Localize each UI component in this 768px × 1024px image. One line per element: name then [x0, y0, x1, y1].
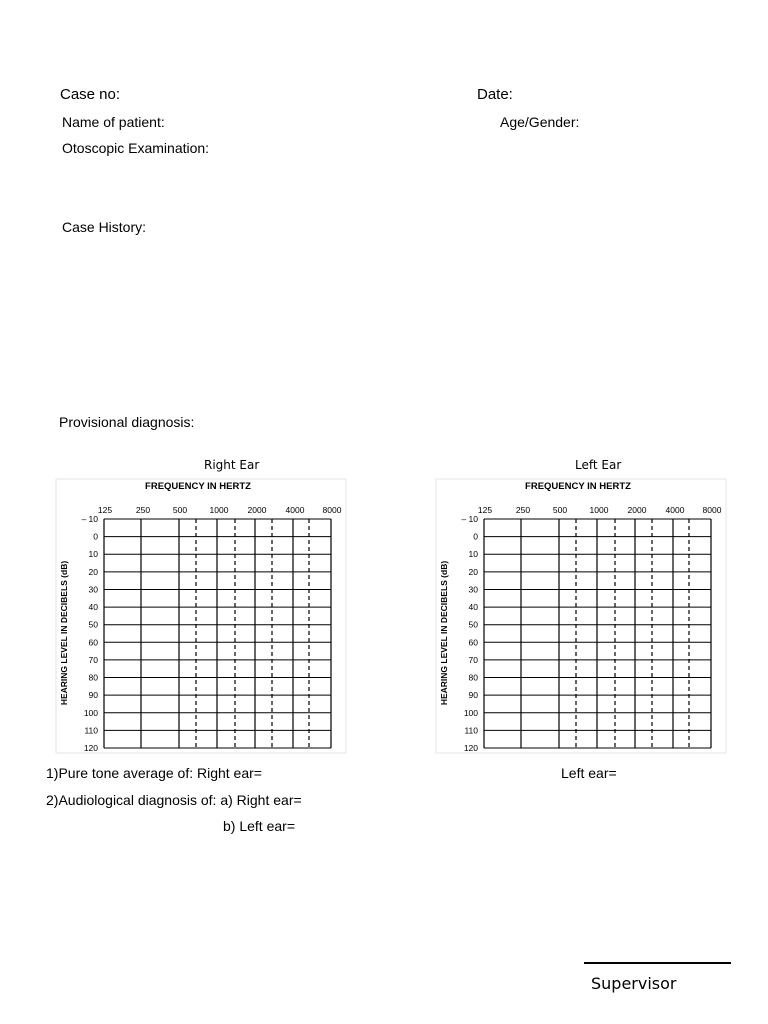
- frequency-tick-label: 250: [135, 505, 151, 515]
- frequency-tick-label: 2000: [247, 505, 267, 515]
- frequency-tick-label: 4000: [665, 505, 685, 515]
- level-tick-label: 80: [468, 672, 478, 683]
- case-history-label: Case History:: [62, 219, 147, 235]
- level-tick-label: 110: [84, 725, 98, 736]
- level-tick-label: 40: [468, 602, 478, 613]
- frequency-tick-label: 500: [552, 505, 568, 515]
- case-no-label: Case no:: [60, 86, 121, 103]
- level-tick-label: – 10: [81, 514, 98, 524]
- level-tick-label: 10: [468, 549, 478, 560]
- hearing-level-axis-title: HEARING LEVEL IN DECIBELS (dB): [59, 560, 69, 706]
- level-tick-label: 20: [88, 566, 98, 577]
- frequency-tick-label: 4000: [285, 505, 305, 515]
- right-ear-title: Right Ear: [204, 458, 260, 472]
- left-ear-audiogram: [435, 478, 727, 754]
- level-tick-label: 70: [468, 654, 478, 665]
- frequency-axis-title: FREQUENCY IN HERTZ: [525, 481, 631, 492]
- frequency-tick-label: 8000: [702, 505, 722, 515]
- date-label: Date:: [477, 86, 513, 103]
- level-tick-label: 100: [463, 707, 478, 718]
- level-tick-label: 30: [88, 584, 98, 595]
- level-tick-label: 90: [88, 690, 98, 701]
- level-tick-label: 120: [463, 743, 478, 753]
- frequency-tick-label: 2000: [627, 505, 647, 515]
- frequency-tick-label: 1000: [589, 505, 609, 515]
- supervisor-label: Supervisor: [591, 974, 677, 993]
- audiological-diagnosis-left-label: b) Left ear=: [223, 818, 295, 834]
- level-tick-label: 0: [473, 531, 478, 542]
- level-tick-label: 110: [464, 725, 478, 736]
- level-tick-label: 50: [88, 619, 98, 630]
- pure-tone-average-right-label: 1)Pure tone average of: Right ear=: [46, 765, 262, 781]
- frequency-tick-label: 125: [97, 505, 113, 515]
- level-tick-label: 90: [468, 690, 478, 701]
- level-tick-label: 100: [83, 707, 98, 718]
- level-tick-label: 60: [88, 637, 98, 648]
- frequency-axis-title: FREQUENCY IN HERTZ: [145, 481, 251, 492]
- otoscopic-examination-label: Otoscopic Examination:: [62, 140, 210, 156]
- frequency-tick-label: 125: [477, 505, 493, 515]
- audiogram-frame: [436, 479, 726, 753]
- hearing-level-axis-title: HEARING LEVEL IN DECIBELS (dB): [439, 560, 449, 706]
- age-gender-label: Age/Gender:: [500, 114, 580, 130]
- level-tick-label: 60: [468, 637, 478, 648]
- level-tick-label: 50: [468, 619, 478, 630]
- pure-tone-average-left-label: Left ear=: [561, 765, 617, 781]
- frequency-tick-label: 250: [515, 505, 531, 515]
- frequency-tick-label: 1000: [209, 505, 229, 515]
- level-tick-label: 20: [468, 566, 478, 577]
- left-ear-title: Left Ear: [575, 458, 622, 472]
- level-tick-label: 40: [88, 602, 98, 613]
- level-tick-label: 80: [88, 672, 98, 683]
- right-ear-audiogram-svg: [55, 478, 347, 754]
- level-tick-label: 0: [93, 531, 98, 542]
- frequency-tick-label: 500: [172, 505, 188, 515]
- patient-name-label: Name of patient:: [62, 114, 165, 130]
- level-tick-label: 70: [88, 654, 98, 665]
- audiogram-frame: [56, 479, 346, 753]
- frequency-tick-label: 8000: [322, 505, 342, 515]
- level-tick-label: 120: [83, 743, 98, 753]
- left-ear-audiogram-svg: [435, 478, 727, 754]
- right-ear-audiogram: [55, 478, 347, 754]
- audiological-diagnosis-right-label: 2)Audiological diagnosis of: a) Right ear=: [46, 792, 302, 808]
- level-tick-label: 10: [88, 549, 98, 560]
- signature-line: [584, 962, 731, 964]
- level-tick-label: – 10: [461, 514, 478, 524]
- provisional-diagnosis-label: Provisional diagnosis:: [59, 414, 195, 430]
- level-tick-label: 30: [468, 584, 478, 595]
